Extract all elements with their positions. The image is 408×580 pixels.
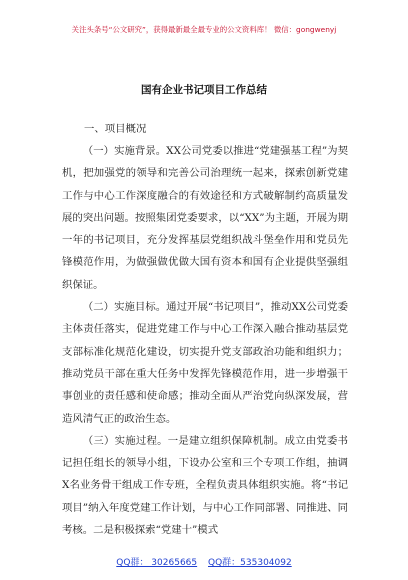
qq-group-link-2[interactable]: QQ群：535304092 [208, 558, 292, 568]
paragraph-objectives: （二）实施目标。通过开展“书记项目”，推动XX公司党委主体责任落实，促进党建工作与中心工作深入融合推动基层党支部标准化规范化建设，切实提升党支部政治功能和组织力；推动党员干部在重大任务中发挥先锋模范作用，进一步增强干事创业的责任感和使命感；推动全面从严治党向纵深发展，营造风清气正的政治生态。 [62, 301, 348, 425]
qq-group-link-1[interactable]: QQ群： 30265665 [116, 558, 198, 568]
section-heading: 一、项目概况 [84, 123, 147, 135]
paragraph-background: （一）实施背景。XX公司党委以推进“党建强基工程”为契机，把加强党的领导和完善公司治理统一起来，探索创新党建工作与中心工作深度融合的有效途径和方式破解制约高质量发展的突出问题。按照集团党委要求，以“XX”为主题，开展为期一年的书记项目，充分发挥基层党组织战斗堡垒作用和党员先锋模范作用，为做强做优做大国有资本和国有企业提供坚强组织保证。 [62, 145, 348, 291]
paragraph-process: （三）实施过程。一是建立组织保障机制。成立由党委书记担任组长的领导小组，下设办公室和三个专项工作组，抽调X名业务骨干组成工作专班，全程负责具体组织实施。将“书记项目”纳入年度党建工作计划，与中心工作同部署、同推进、同考核。二是积极探索“党建十”模式 [62, 434, 348, 537]
footer-qq-groups [0, 555, 408, 568]
document-body [62, 140, 348, 541]
document-title: 国有企业书记项目工作总结 [141, 84, 267, 96]
header-banner: 关注头条号“公文研究”，获得最新最全最专业的公文资料库！ 微信：gongwenyj [71, 25, 337, 34]
